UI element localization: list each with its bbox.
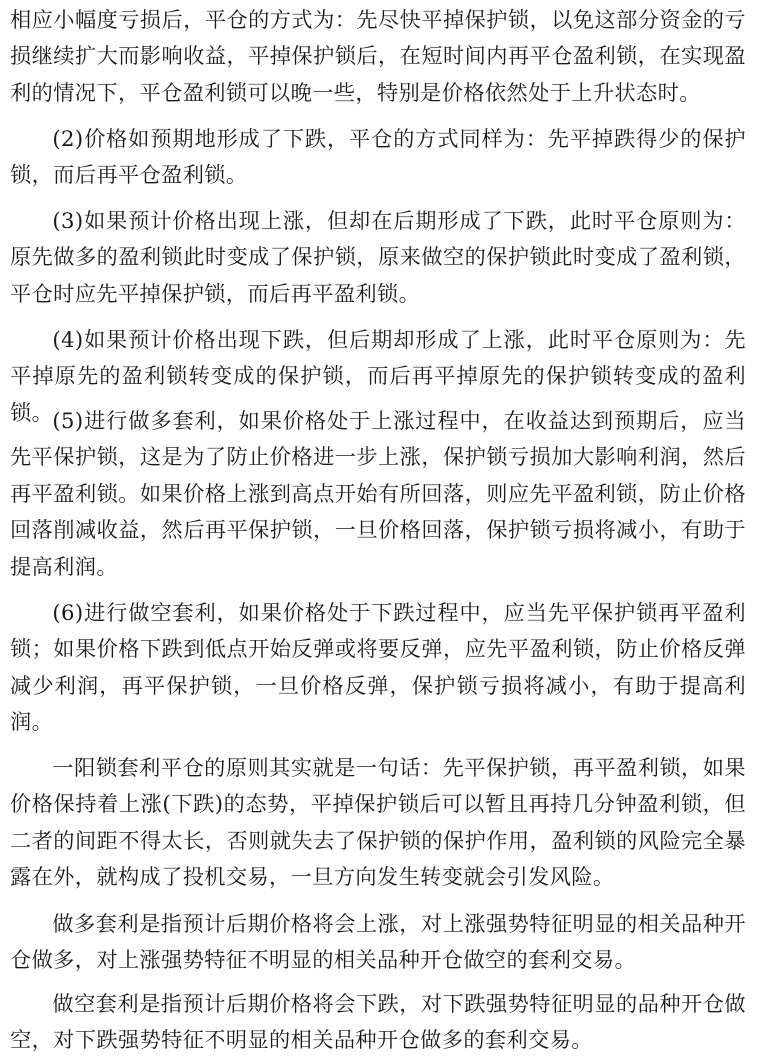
paragraph-item-3: (3)如果预计价格出现上涨，但却在后期形成了下跌，此时平仓原则为：原先做多的盈利锁此时变成了保护锁，原来做空的保护锁此时变成了盈利锁，平仓时应先平掉保护锁，而后再平盈利锁。 (10, 208, 746, 306)
paragraph-item-6: (6)进行做空套利，如果价格处于下跌过程中，应当先平保护锁再平盈利锁；如果价格下跌到低点开始反弹或将要反弹，应先平盈利锁，防止价格反弹减少利润，再平保护锁，一旦价格反弹，保护锁亏损将减小，有助于提高利润。 (10, 600, 746, 735)
paragraph-summary-principle: 一阳锁套利平仓的原则其实就是一句话：先平保护锁，再平盈利锁，如果价格保持着上涨(下跌)的态势，平掉保护锁后可以暂且再持几分钟盈利锁，但二者的间距不得太长，否则就失去了保护锁的保护作用，盈利锁的风险完全暴露在外，就构成了投机交易，一旦方向发生转变就会引发风险。 (10, 755, 746, 890)
paragraph-closing-method-intro: 相应小幅度亏损后，平仓的方式为：先尽快平掉保护锁，以免这部分资金的亏损继续扩大而影响收益，平掉保护锁后，在短时间内再平仓盈利锁，在实现盈利的情况下，平仓盈利锁可以晚一些，特别是价格依然处于上升状态时。 (10, 7, 746, 105)
paragraph-item-5: (5)进行做多套利，如果价格处于上涨过程中，在收益达到预期后，应当先平保护锁，这是为了防止价格进一步上涨，保护锁亏损加大影响利润，然后再平盈利锁。如果价格上涨到高点开始有所回落，则应先平盈利锁，防止价格回落削减收益，然后再平保护锁，一旦价格回落，保护锁亏损将减小，有助于提高利润。 (10, 408, 746, 579)
paragraph-item-2: (2)价格如预期地形成了下跌，平仓的方式同样为：先平掉跌得少的保护锁，而后再平仓盈利锁。 (10, 126, 746, 188)
paragraph-item-4: (4)如果预计价格出现下跌，但后期却形成了上涨，此时平仓原则为：先平掉原先的盈利锁转变成的保护锁，而后再平掉原先的保护锁转变成的盈利锁。 (10, 327, 746, 425)
paragraph-long-arbitrage-definition: 做多套利是指预计后期价格将会上涨，对上涨强势特征明显的相关品种开仓做多，对上涨强势特征不明显的相关品种开仓做空的套利交易。 (10, 911, 746, 973)
paragraph-short-arbitrage-definition: 做空套利是指预计后期价格将会下跌，对下跌强势特征明显的品种开仓做空，对下跌强势特征不明显的相关品种开仓做多的套利交易。 (10, 991, 746, 1053)
